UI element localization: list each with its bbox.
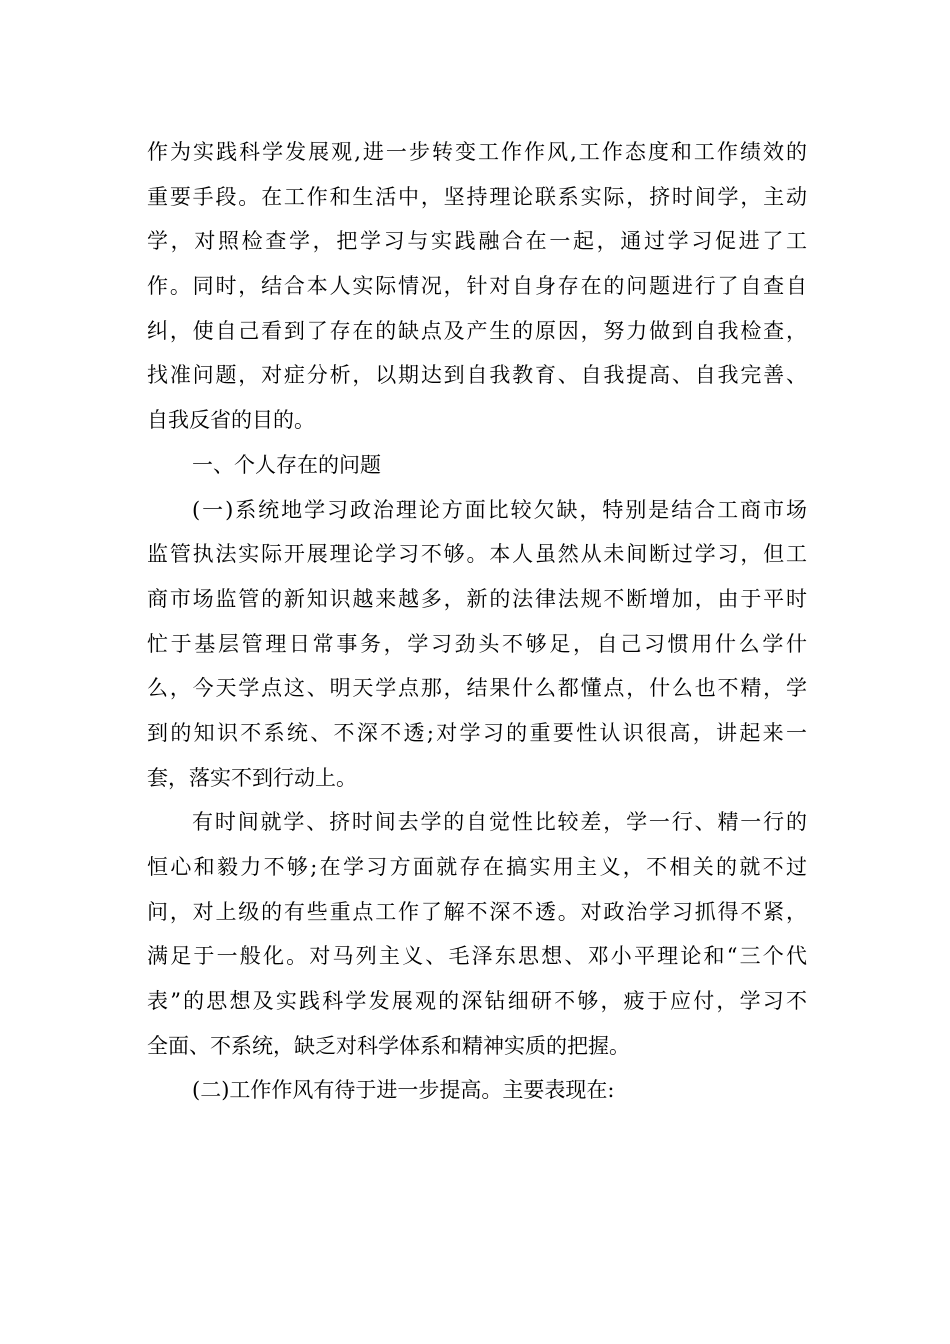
text-line: 忙于基层管理日常事务，学习劲头不够足，自己习惯用什么学什 <box>147 631 807 656</box>
text-line: 找准问题，对症分析，以期达到自我教育、自我提高、自我完善、 <box>147 363 807 388</box>
text-line: 到的知识不系统、不深不透;对学习的重要性认识很高，讲起来一 <box>147 720 807 745</box>
text-line: 作。同时，结合本人实际情况，针对自身存在的问题进行了自查自 <box>147 274 807 299</box>
text-line: 学，对照检查学，把学习与实践融合在一起，通过学习促进了工 <box>147 229 807 254</box>
text-line: 纠，使自己看到了存在的缺点及产生的原因，努力做到自我检查， <box>147 318 807 343</box>
text-line: 自我反省的目的。 <box>147 408 315 433</box>
text-line: 么，今天学点这、明天学点那，结果什么都懂点，什么也不精，学 <box>147 676 807 701</box>
text-line: 作为实践科学发展观,进一步转变工作作风,工作态度和工作绩效的 <box>147 140 807 164</box>
text-line: 有时间就学、挤时间去学的自觉性比较差，学一行、精一行的 <box>192 810 807 835</box>
section-heading: 一、个人存在的问题 <box>192 452 381 477</box>
text-line: 全面、不系统，缺乏对科学体系和精神实质的把握。 <box>147 1033 630 1058</box>
text-line: 恒心和毅力不够;在学习方面就存在搞实用主义，不相关的就不过 <box>147 855 807 879</box>
text-line: 满足于一般化。对马列主义、毛泽东思想、邓小平理论和“三个代 <box>147 944 807 969</box>
text-line: 套，落实不到行动上。 <box>147 765 357 790</box>
subsection-heading: (二)工作作风有待于进一步提高。主要表现在: <box>192 1078 615 1103</box>
text-line: 商市场监管的新知识越来越多，新的法律法规不断增加，由于平时 <box>147 586 807 611</box>
text-line: 表”的思想及实践科学发展观的深钻细研不够，疲于应付，学习不 <box>147 989 807 1014</box>
text-line: 重要手段。在工作和生活中，坚持理论联系实际，挤时间学，主动 <box>147 184 807 209</box>
text-line: 问，对上级的有些重点工作了解不深不透。对政治学习抓得不紧， <box>147 899 807 924</box>
body-text <box>147 130 807 1113</box>
subsection-heading: (一)系统地学习政治理论方面比较欠缺，特别是结合工商市场 <box>192 497 807 522</box>
text-line: 监管执法实际开展理论学习不够。本人虽然从未间断过学习，但工 <box>147 542 807 567</box>
